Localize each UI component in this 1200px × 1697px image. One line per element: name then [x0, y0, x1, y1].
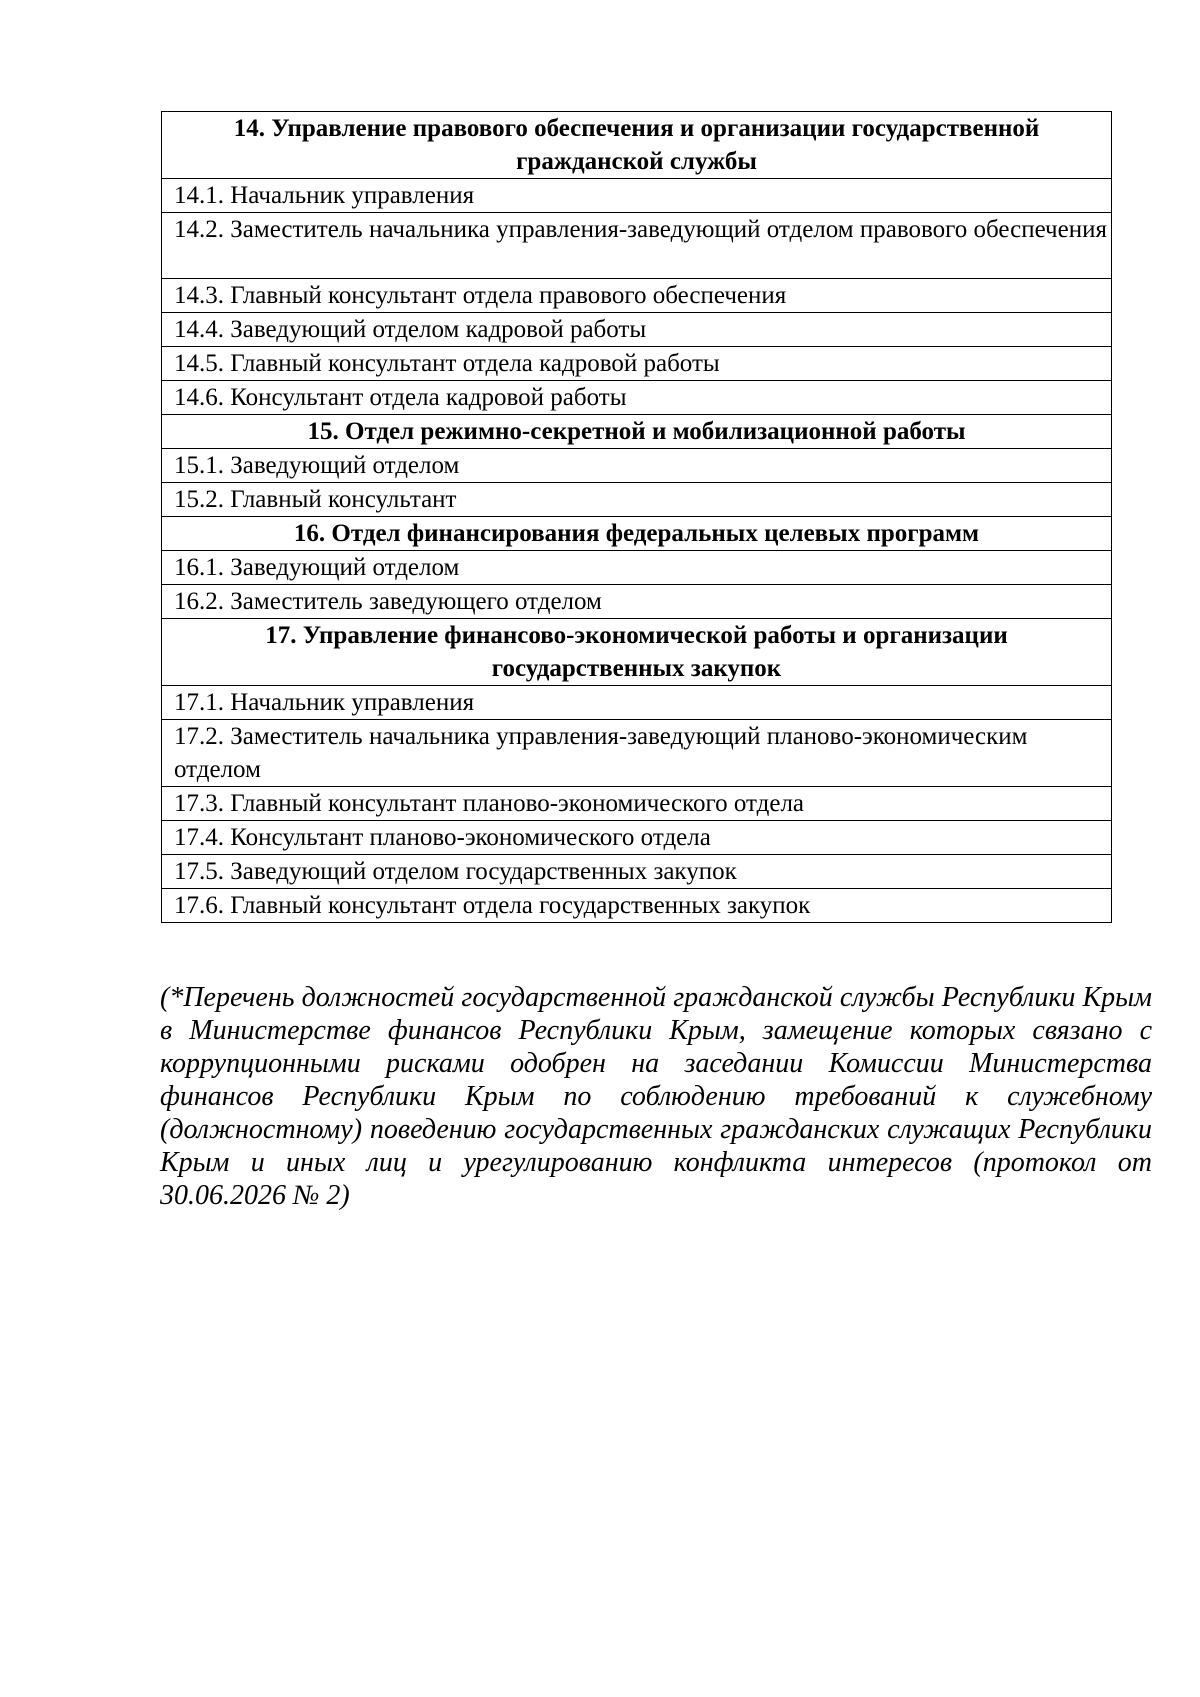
position-row — [162, 585, 1112, 619]
position-title: 16.1. Заведующий отделом — [162, 551, 1112, 585]
position-title: 17.4. Консультант планово-экономического отдела — [162, 821, 1112, 855]
position-row — [162, 483, 1112, 517]
section-header-row — [162, 415, 1112, 449]
positions-table — [161, 111, 1112, 923]
position-row — [162, 213, 1112, 279]
position-row — [162, 889, 1112, 923]
position-row — [162, 179, 1112, 213]
position-title: 14.1. Начальник управления — [162, 179, 1112, 213]
footnote: (*Перечень должностей государственной гражданской службы Республики Крым в Министерстве финансов Республики Крым, замещение которых связано с коррупционными рисками одобрен на заседании Комиссии Министерства финансов Республики Крым по соблюдению требований к служебному (должностному) поведению государственных гражданских служащих Республики Крым и иных лиц и урегулированию конфликта интересов (протокол от 30.06.2026 № 2) — [160, 982, 1152, 1211]
position-row — [162, 279, 1112, 313]
position-title: 17.2. Заместитель начальника управления-заведующий планово-экономическим отделом — [162, 720, 1112, 787]
section-title: 14. Управление правового обеспечения и организации государственной гражданской службы — [162, 112, 1112, 179]
position-row — [162, 313, 1112, 347]
position-row — [162, 787, 1112, 821]
position-title: 14.5. Главный консультант отдела кадровой работы — [162, 347, 1112, 381]
position-title: 14.6. Консультант отдела кадровой работы — [162, 381, 1112, 415]
position-title: 17.1. Начальник управления — [162, 686, 1112, 720]
position-row — [162, 855, 1112, 889]
position-title: 17.5. Заведующий отделом государственных закупок — [162, 855, 1112, 889]
position-title: 14.4. Заведующий отделом кадровой работы — [162, 313, 1112, 347]
position-title: 14.3. Главный консультант отдела правового обеспечения — [162, 279, 1112, 313]
position-row — [162, 551, 1112, 585]
position-row — [162, 686, 1112, 720]
position-row — [162, 381, 1112, 415]
section-header-row — [162, 112, 1112, 179]
position-title: 14.2. Заместитель начальника управления-заведующий отделом правового обеспечения — [162, 213, 1112, 279]
section-title: 17. Управление финансово-экономической работы и организации государственных закупок — [162, 619, 1112, 686]
position-row — [162, 347, 1112, 381]
section-header-row — [162, 619, 1112, 686]
position-title: 17.6. Главный консультант отдела государственных закупок — [162, 889, 1112, 923]
position-row — [162, 449, 1112, 483]
position-row — [162, 720, 1112, 787]
position-row — [162, 821, 1112, 855]
section-title: 16. Отдел финансирования федеральных целевых программ — [162, 517, 1112, 551]
position-title: 15.1. Заведующий отделом — [162, 449, 1112, 483]
position-title: 16.2. Заместитель заведующего отделом — [162, 585, 1112, 619]
section-title: 15. Отдел режимно-секретной и мобилизационной работы — [162, 415, 1112, 449]
positions-table-body — [162, 112, 1112, 923]
section-header-row — [162, 517, 1112, 551]
position-title: 17.3. Главный консультант планово-экономического отдела — [162, 787, 1112, 821]
position-title: 15.2. Главный консультант — [162, 483, 1112, 517]
